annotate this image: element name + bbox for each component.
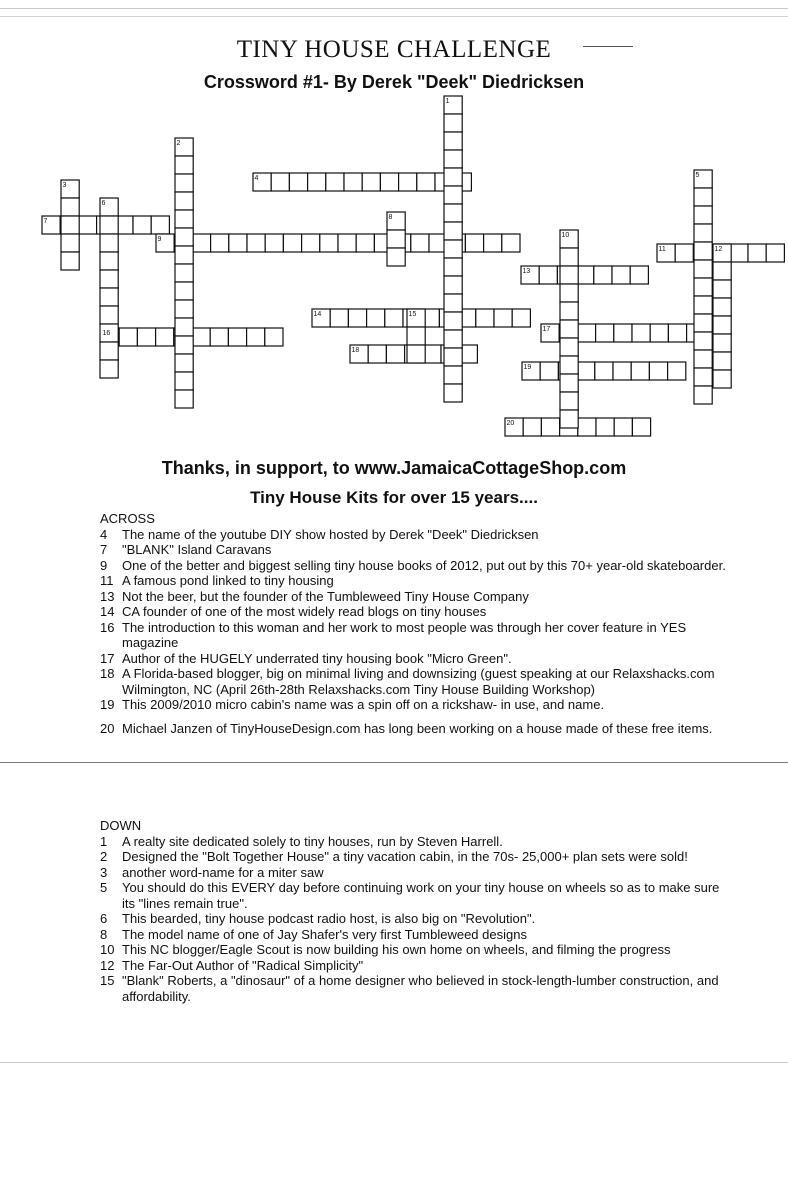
across-clue xyxy=(100,542,730,558)
clue-number: 12 xyxy=(100,957,115,973)
grid-cell[interactable] xyxy=(444,222,462,240)
down-clue xyxy=(100,927,730,943)
grid-cell[interactable] xyxy=(630,266,648,284)
clue-text: A famous pond linked to tiny housing xyxy=(122,573,334,588)
across-clue xyxy=(100,558,730,574)
grid-cell[interactable] xyxy=(344,173,362,191)
grid-cell[interactable] xyxy=(326,173,344,191)
grid-cell[interactable] xyxy=(247,234,265,252)
clue-number: 13 xyxy=(100,588,115,604)
clue-text: The model name of one of Jay Shafer's very first Tumbleweed designs xyxy=(122,926,527,942)
grid-cell[interactable] xyxy=(265,234,283,252)
grid-cell[interactable] xyxy=(612,266,630,284)
grid-cell[interactable] xyxy=(694,224,712,242)
clue-text: This bearded, tiny house podcast radio host, is also big on "Revolution". xyxy=(122,911,536,926)
grid-cell[interactable] xyxy=(417,173,435,191)
page-title: TINY HOUSE CHALLENGE xyxy=(236,36,552,63)
clue-text: The Far-Out Author of "Radical Simplicity" xyxy=(122,957,364,973)
grid-cell[interactable] xyxy=(668,362,686,380)
scan-line xyxy=(0,1062,788,1063)
grid-cell[interactable] xyxy=(175,390,193,408)
clue-text: One of the better and biggest selling tiny house books of 2012, put out by this 70+ year-old skateboarder. xyxy=(122,557,726,573)
down-clue xyxy=(100,958,730,974)
clue-number: 16 xyxy=(100,619,115,635)
grid-cell[interactable] xyxy=(175,246,193,264)
clue-number: 7 xyxy=(100,542,108,557)
grid-cell[interactable] xyxy=(61,252,79,270)
across-clue xyxy=(100,721,730,737)
cell-number: 15 xyxy=(408,311,417,318)
grid-cell[interactable] xyxy=(192,234,210,252)
cell-number: 13 xyxy=(522,268,531,275)
grid-cell[interactable] xyxy=(61,234,79,252)
grid-cell[interactable] xyxy=(100,342,118,360)
down-clue xyxy=(100,973,730,1004)
clue-text: CA founder of one of the most widely read blogs on tiny houses xyxy=(122,604,487,619)
down-clue xyxy=(100,865,730,881)
grid-cell[interactable] xyxy=(228,328,246,346)
cell-number: 6 xyxy=(101,200,106,207)
clue-number: 8 xyxy=(100,926,108,942)
grid-cell[interactable] xyxy=(133,216,151,234)
grid-cell[interactable] xyxy=(484,234,502,252)
clue-text: Author of the HUGELY underrated tiny housing book "Micro Green". xyxy=(122,650,512,666)
grid-cell[interactable] xyxy=(100,288,118,306)
grid-cell[interactable] xyxy=(368,345,386,363)
grid-cell[interactable] xyxy=(61,216,79,234)
grid-cell[interactable] xyxy=(175,264,193,282)
clue-text: "Blank" Roberts, a "dinosaur" of a home designer who believed in stock-length-lumber construction, and affordability. xyxy=(122,973,719,1004)
grid-cell[interactable] xyxy=(713,370,731,388)
grid-cell[interactable] xyxy=(613,362,631,380)
grid-cell[interactable] xyxy=(540,362,558,380)
grid-cell[interactable] xyxy=(362,173,380,191)
grid-cell[interactable] xyxy=(289,173,307,191)
grid-cell[interactable] xyxy=(694,332,712,350)
grid-cell[interactable] xyxy=(444,312,462,330)
grid-cell[interactable] xyxy=(694,386,712,404)
grid-cell[interactable] xyxy=(713,352,731,370)
grid-cell[interactable] xyxy=(387,230,405,248)
grid-cell[interactable] xyxy=(175,318,193,336)
grid-cell[interactable] xyxy=(175,354,193,372)
grid-cell[interactable] xyxy=(229,234,247,252)
grid-cell[interactable] xyxy=(713,298,731,316)
down-clues xyxy=(100,818,730,1004)
cell-number: 19 xyxy=(523,364,532,371)
grid-cell[interactable] xyxy=(444,330,462,348)
page-subtitle: Crossword #1- By Derek "Deek" Diedricksen xyxy=(203,72,585,92)
grid-cell[interactable] xyxy=(650,324,668,342)
grid-cell[interactable] xyxy=(100,234,118,252)
clue-number: 11 xyxy=(100,573,114,588)
grid-cell[interactable] xyxy=(465,234,483,252)
clue-text: "BLANK" Island Caravans xyxy=(122,542,272,557)
cell-number: 10 xyxy=(561,232,570,239)
grid-cell[interactable] xyxy=(387,248,405,266)
across-clue xyxy=(100,573,730,589)
grid-cell[interactable] xyxy=(649,362,667,380)
grid-cell[interactable] xyxy=(444,114,462,132)
across-heading: ACROSS xyxy=(100,511,155,526)
grid-cell[interactable] xyxy=(444,168,462,186)
scan-line xyxy=(0,762,788,763)
cell-number: 1 xyxy=(445,98,450,105)
across-clue xyxy=(100,527,730,543)
clue-number: 17 xyxy=(100,650,115,666)
clue-text: You should do this EVERY day before continuing work on your tiny house on wheels so as to make sure its "lines remain true". xyxy=(122,880,720,911)
clue-number: 20 xyxy=(100,720,115,736)
grid-cell[interactable] xyxy=(100,360,118,378)
grid-cell[interactable] xyxy=(694,260,712,278)
grid-cell[interactable] xyxy=(577,324,595,342)
cell-number: 5 xyxy=(695,172,700,179)
grid-cell[interactable] xyxy=(407,345,425,363)
grid-cell[interactable] xyxy=(444,384,462,402)
grid-cell[interactable] xyxy=(444,132,462,150)
grid-cell[interactable] xyxy=(560,284,578,302)
grid-cell[interactable] xyxy=(595,362,613,380)
grid-cell[interactable] xyxy=(560,248,578,266)
grid-cell[interactable] xyxy=(100,216,118,234)
clue-number: 9 xyxy=(100,557,108,573)
grid-cell[interactable] xyxy=(175,174,193,192)
grid-cell[interactable] xyxy=(151,216,169,234)
grid-cell[interactable] xyxy=(367,309,385,327)
grid-cell[interactable] xyxy=(356,234,374,252)
down-clue xyxy=(100,880,730,911)
grid-cell[interactable] xyxy=(100,306,118,324)
clue-number: 1 xyxy=(100,833,108,849)
grid-cell[interactable] xyxy=(175,210,193,228)
grid-cell[interactable] xyxy=(596,418,614,436)
grid-cell[interactable] xyxy=(502,234,520,252)
clue-number: 5 xyxy=(100,880,108,895)
down-clue xyxy=(100,834,730,850)
grid-cell[interactable] xyxy=(320,234,338,252)
cell-number: 17 xyxy=(542,326,551,333)
across-clues xyxy=(100,511,730,736)
cell-number: 18 xyxy=(351,347,360,354)
grid-cell[interactable] xyxy=(694,278,712,296)
grid-cell[interactable] xyxy=(512,309,530,327)
down-clue xyxy=(100,942,730,958)
grid-cell[interactable] xyxy=(175,336,193,354)
grid-cell[interactable] xyxy=(265,328,283,346)
clue-text: Michael Janzen of TinyHouseDesign.com has long been working on a house made of these free items. xyxy=(122,720,713,736)
grid-cell[interactable] xyxy=(596,324,614,342)
sponsor-line: Thanks, in support, to www.JamaicaCottageShop.com xyxy=(161,458,627,478)
grid-cell[interactable] xyxy=(694,206,712,224)
down-clue xyxy=(100,849,730,865)
grid-cell[interactable] xyxy=(444,204,462,222)
grid-cell[interactable] xyxy=(175,228,193,246)
clue-text: Not the beer, but the founder of the Tumbleweed Tiny House Company xyxy=(122,588,529,604)
cell-number: 20 xyxy=(506,420,515,427)
clue-text: A realty site dedicated solely to tiny houses, run by Steven Harrell. xyxy=(122,833,503,849)
grid-cell[interactable] xyxy=(411,234,429,252)
kits-line: Tiny House Kits for over 15 years.... xyxy=(250,488,538,507)
grid-cell[interactable] xyxy=(175,282,193,300)
grid-cell[interactable] xyxy=(444,240,462,258)
grid-cell[interactable] xyxy=(444,186,462,204)
clue-number: 2 xyxy=(100,849,108,864)
grid-cell[interactable] xyxy=(283,234,301,252)
grid-cell[interactable] xyxy=(694,368,712,386)
grid-cell[interactable] xyxy=(494,309,512,327)
grid-cell[interactable] xyxy=(594,266,612,284)
grid-cell[interactable] xyxy=(175,372,193,390)
grid-cell[interactable] xyxy=(560,374,578,392)
across-clue xyxy=(100,620,730,651)
grid-cell[interactable] xyxy=(302,234,320,252)
grid-cell[interactable] xyxy=(348,309,366,327)
grid-cell[interactable] xyxy=(330,309,348,327)
grid-cell[interactable] xyxy=(632,418,650,436)
grid-cell[interactable] xyxy=(100,252,118,270)
grid-cell[interactable] xyxy=(386,345,404,363)
cell-number: 11 xyxy=(658,246,666,253)
grid-cell[interactable] xyxy=(560,410,578,428)
clue-number: 14 xyxy=(100,604,115,619)
grid-cell[interactable] xyxy=(730,244,748,262)
grid-cell[interactable] xyxy=(61,198,79,216)
clue-number: 10 xyxy=(100,942,115,957)
grid-cell[interactable] xyxy=(560,392,578,410)
grid-cell[interactable] xyxy=(577,362,595,380)
grid-cell[interactable] xyxy=(713,334,731,352)
grid-cell[interactable] xyxy=(444,366,462,384)
grid-cell[interactable] xyxy=(78,216,96,234)
grid-cell[interactable] xyxy=(476,309,494,327)
cell-number: 8 xyxy=(388,214,393,221)
clue-text: Designed the "Bolt Together House" a tiny vacation cabin, in the 70s- 25,000+ plan sets were sold! xyxy=(122,849,688,864)
across-clue xyxy=(100,589,730,605)
clue-text: The introduction to this woman and her work to most people was through her cover feature in YES magazine xyxy=(122,619,687,650)
grid-cell[interactable] xyxy=(766,244,784,262)
across-clue xyxy=(100,666,730,697)
grid-cell[interactable] xyxy=(632,324,650,342)
grid-cell[interactable] xyxy=(560,302,578,320)
clue-number: 6 xyxy=(100,911,108,926)
grid-cell[interactable] xyxy=(247,328,265,346)
grid-cell[interactable] xyxy=(694,188,712,206)
grid-cell[interactable] xyxy=(668,324,686,342)
cell-number: 16 xyxy=(102,330,111,337)
grid-cell[interactable] xyxy=(210,328,228,346)
grid-cell[interactable] xyxy=(631,362,649,380)
grid-cell[interactable] xyxy=(175,300,193,318)
cell-number: 14 xyxy=(313,311,322,318)
down-heading: DOWN xyxy=(100,818,142,833)
grid-cell[interactable] xyxy=(137,328,155,346)
grid-cell[interactable] xyxy=(578,418,596,436)
grid-cell[interactable] xyxy=(211,234,229,252)
cell-number: 9 xyxy=(157,236,162,243)
grid-cell[interactable] xyxy=(444,276,462,294)
cell-number: 7 xyxy=(43,218,48,225)
grid-cell[interactable] xyxy=(560,338,578,356)
grid-cell[interactable] xyxy=(308,173,326,191)
grid-cell[interactable] xyxy=(338,234,356,252)
grid-cell[interactable] xyxy=(523,418,541,436)
grid-cell[interactable] xyxy=(192,328,210,346)
grid-cell[interactable] xyxy=(675,244,693,262)
grid-cell[interactable] xyxy=(385,309,403,327)
grid-cell[interactable] xyxy=(694,242,712,260)
across-clue xyxy=(100,604,730,620)
grid-cell[interactable] xyxy=(271,173,289,191)
grid-cell[interactable] xyxy=(713,262,731,280)
grid-cell[interactable] xyxy=(119,328,137,346)
clue-text: another word-name for a miter saw xyxy=(122,864,324,880)
grid-cell[interactable] xyxy=(560,356,578,374)
clue-number: 19 xyxy=(100,697,115,712)
grid-cell[interactable] xyxy=(156,328,174,346)
grid-cell[interactable] xyxy=(713,316,731,334)
grid-cell[interactable] xyxy=(407,327,425,345)
grid-cell[interactable] xyxy=(175,192,193,210)
grid-cell[interactable] xyxy=(541,418,559,436)
cell-number: 4 xyxy=(254,175,259,182)
down-clue xyxy=(100,911,730,927)
cell-number: 3 xyxy=(62,182,67,189)
grid-cell[interactable] xyxy=(539,266,557,284)
across-clue xyxy=(100,697,730,713)
cell-number: 12 xyxy=(714,246,723,253)
clue-number: 3 xyxy=(100,864,108,880)
clue-text: This NC blogger/Eagle Scout is now building his own home on wheels, and filming the progress xyxy=(122,942,671,957)
grid-cell[interactable] xyxy=(444,294,462,312)
grid-cell[interactable] xyxy=(713,280,731,298)
grid-cell[interactable] xyxy=(444,150,462,168)
crossword-grid xyxy=(0,0,788,450)
grid-cell[interactable] xyxy=(560,266,578,284)
grid-cell[interactable] xyxy=(694,296,712,314)
grid-cell[interactable] xyxy=(694,350,712,368)
grid-cell[interactable] xyxy=(444,348,462,366)
grid-cell[interactable] xyxy=(748,244,766,262)
grid-cell[interactable] xyxy=(614,324,632,342)
clue-number: 15 xyxy=(100,973,115,988)
across-clue xyxy=(100,651,730,667)
grid-cell[interactable] xyxy=(100,270,118,288)
grid-cell[interactable] xyxy=(399,173,417,191)
clue-text: The name of the youtube DIY show hosted by Derek "Deek" Diedricksen xyxy=(122,526,539,542)
clue-number: 18 xyxy=(100,666,115,681)
grid-cell[interactable] xyxy=(614,418,632,436)
grid-cell[interactable] xyxy=(560,320,578,338)
clue-text: A Florida-based blogger, big on minimal living and downsizing (guest speaking at our Relaxshacks.com Wilmington, NC (April 26th-28th Relaxshacks.com Tiny House Building Workshop) xyxy=(122,666,715,697)
grid-cell[interactable] xyxy=(444,258,462,276)
grid-cell[interactable] xyxy=(175,156,193,174)
cell-number: 2 xyxy=(176,140,181,147)
grid-cell[interactable] xyxy=(380,173,398,191)
clue-text: This 2009/2010 micro cabin's name was a spin off on a rickshaw- in use, and name. xyxy=(122,697,605,712)
grid-cell[interactable] xyxy=(694,314,712,332)
clue-number: 4 xyxy=(100,526,108,542)
